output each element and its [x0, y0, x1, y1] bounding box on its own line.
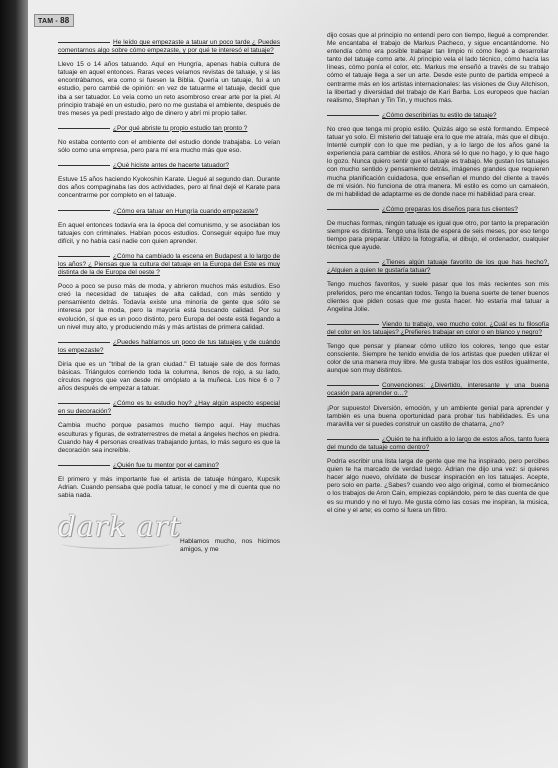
page-number-separator: -	[55, 18, 58, 25]
question-text: ¿Puedes hablarnos un poco de tus tatuajes y de cuándo los empezaste?	[58, 338, 280, 354]
question-text: He leído que empezaste a tatuar un poco tarde ¿ Puedes comentarnos algo sobre cómo empezaste, y por qué te interesó el tatuaje?	[58, 39, 280, 55]
dark-art-logo-text: dark art	[58, 510, 182, 544]
left-question-12	[58, 400, 280, 416]
left-question-0	[58, 39, 280, 55]
left-column-body	[58, 39, 280, 500]
right-column-body	[327, 32, 549, 515]
right-answer-6: Tengo muchos favoritos, y suele pasar que los más recientes son mis preferidos, pero me encantan todos. Tengo la buena suerte de tener buenos clientes que piden cosas que me gusta hacer. No estaría mal tatuar a Angelina Jolie.	[327, 281, 549, 313]
question-dash-rule	[58, 128, 110, 129]
left-answer-5: Estuve 15 años haciendo Kyokoshin Karate. Llegué al segundo dan. Durante dos años compaginaba las dos actividades, pero al final dejé el Karate para concentrarme por completo en el tatuaje.	[58, 176, 280, 200]
question-dash-rule	[327, 209, 379, 210]
question-text: Convenciones: ¿Divertido, interesante y una buena ocasión para aprender o…?	[327, 382, 549, 398]
page-number-tab	[34, 14, 74, 27]
right-answer-12: Podría escribir una lista larga de gente que me ha inspirado, pero percibes quien te ha marcado de verdad luego. Adrian me dijo una vez: si quieres hacer algo nuevo, olvídate de buscar inspiración en los tatuajes. Acepte, pero solo en parte. ¿Sabes? cuando veo algo original, como el biomecánico o los trabajos de Aron Cain, empiezas copiándolo, pero te das cuenta de que es su mundo y no el tuyo. Me gusta cómo las cosas me inspiran, la música, el cine y el arte; es como si fuera un filtro.	[327, 458, 549, 514]
left-question-8	[58, 253, 280, 277]
left-question-4	[58, 162, 280, 170]
right-answer-2: No creo que tenga mi propio estilo. Quizás algo se esté formando. Empecé tatuar yo solo. El misterio del tatuaje era lo que me atraía, más que el dibujo. Intenté cumplir con lo que me pedían, y a lo largo de los años gané la experiencia para cambiar de estilos. Ahora sé lo que no hago, y lo que hago lo gozo. Nunca quiero sentir que el tatuaje es trabajo. Me gustan los tatuajes con mucho sentido y pensamiento detrás, imágenes grandes que requieren mucha planificación cuidadosa, que enseñan el mundo del cliente a través de mi visión. No funciona de otra manera. Mi estilo es como un camaleón, de mi habilidad de adaptarme es de donde nace mi habilidad para crear.	[327, 125, 549, 198]
right-question-5	[327, 259, 549, 275]
question-dash-rule	[327, 115, 379, 116]
question-dash-rule	[327, 385, 379, 386]
magazine-spine	[0, 0, 28, 768]
question-dash-rule	[58, 465, 110, 466]
question-dash-rule	[58, 403, 110, 404]
question-text: ¿Quién te ha influido a lo largo de estos años, tanto fuera del mundo de tatuaje como dentro?	[327, 435, 549, 451]
question-dash-rule	[58, 342, 110, 343]
question-dash-rule	[58, 210, 110, 211]
question-text: ¿Cómo es tu estudio hoy? ¿Hay algún aspecto especial en su decoración?	[58, 400, 280, 416]
right-question-7	[327, 321, 549, 337]
right-text-column	[327, 32, 549, 758]
question-text: Viendo tu trabajo, veo mucho color. ¿Cuál es tu filosofía del color en los tatuajes? ¿Prefieres trabajar en color o en blanco y negro?	[327, 320, 549, 336]
left-question-2	[58, 125, 280, 133]
right-answer-10: ¡Por supuesto! Diversión, emoción, y un ambiente genial para aprender y también es una buena oportunidad para probar tus habilidades. Es una maravilla ver si puedes construir un castillo de chatarra, ¿no?	[327, 404, 549, 428]
question-text: ¿Cómo preparas los diseños para tus clientes?	[382, 205, 518, 213]
question-dash-rule	[58, 42, 110, 43]
question-dash-rule	[58, 256, 110, 257]
question-text: ¿Qué hiciste antes de hacerte tatuador?	[113, 162, 229, 170]
magazine-name: TAM	[38, 18, 54, 25]
question-text: ¿Quién fue tu mentor por el camino?	[113, 461, 219, 469]
left-question-10	[58, 339, 280, 355]
question-text: ¿Cómo ha cambiado la escena en Budapest a lo largo de los años? ¿ Piensas que la cultura del tatuaje en la Europa del Este es muy distinta de la de Europa del oeste ?	[58, 252, 280, 277]
left-answer-15: El primero y más importante fue el artista de tatuaje húngaro, Kupcsik Adrian. Cuando pensaba que podía tatuar, le conocí y me di cuenta que no sabía nada.	[58, 475, 280, 500]
left-answer-3: No estaba contento con el ambiente del estudio donde trabajaba. Lo veían sólo como una empresa, pero para mí era mucho más que eso.	[58, 138, 280, 155]
left-question-14	[58, 462, 280, 470]
right-answer-8: Tengo que pensar y planear cómo utilizo los colores, tengo que estar consciente. Siempre he tenido envidia de los artistas que pueden utilizar el color de una manera muy libre. Me gusta trabajar los dos estilos igualmente, aunque son muy distintos.	[327, 343, 549, 375]
left-text-column	[58, 32, 280, 758]
question-dash-rule	[327, 439, 379, 440]
left-column-footer	[58, 504, 280, 554]
right-question-9	[327, 382, 549, 398]
right-answer-4: De muchas formas, ningún tatuaje es igual que otro, por tanto la preparación siempre es distinta. Tengo una lista de espera de seis meses, por eso tengo tiempo para preparar. Utilizo la fotografía, el dibujo, el ordenador, cualquier técnica que ayude.	[327, 219, 549, 252]
right-question-3	[327, 206, 549, 214]
question-dash-rule	[327, 262, 379, 263]
question-dash-rule	[58, 165, 110, 166]
left-question-6	[58, 208, 280, 216]
question-text: ¿Cómo era tatuar en Hungría cuando empezaste?	[113, 207, 259, 215]
right-answer-0: dijo cosas que al principio no entendí pero con tiempo, llegué a comprender. Me encantaba el trabajo de Markus Pacheco, y sigue encantándome. No entendía cómo era posible trabajar tan limpio ni cómo llegó a desarrollar tanto del tatuaje como arte. Al principio vela el lado técnico, cómo hacía las líneas, cómo ponía el color, etc. Markus me enseñó a través de su trabajo cómo el tatuaje llega a ser un arte. Desde este punto de partida empecé a centrarme más en los artistas internacionales: las visiones de Guy Aitchison, la libertad y diversidad del trabajo de Kari Barba. Los europeos que hacían realismo, Stephan y Tin Tin, y muchos más.	[327, 32, 549, 104]
question-text: ¿Cómo describirías tu estilo de tatuaje?	[382, 111, 497, 119]
left-answer-1: Llevo 15 o 14 años tatuando. Aquí en Hungría, apenas había cultura de tatuaje en aquel entonces. Raras veces veíamos revistas de tatuaje, y si las encontrábamos, era como si fuesen la Biblia. Quería un tatuaje, fui a un estudio, pero cambié de opinión: en vez de tatuarme el tatuaje, decidí que iba a ser tatuador. Lo veía como un reto asombroso crear arte por la piel. Al principio trabajé en un estudio, pero no me gustaba el ambiente, después de tres meses ya pedí prestado algo de dinero y abrí mi propio taller.	[58, 61, 280, 117]
left-answer-9: Poco a poco se puso más de moda, y abrieron muchos más estudios. Eso creó la necesidad de tatuajes de alta calidad, con más sentido y pensamiento detrás. Todavía existe una minoría de gente que sólo se interesa por la moda, pero la mayoría está buscando calidad. Por su evolución, sí que es un poco distinto, pero Europa del oeste está llegando a un nivel muy alto, y produciendo más y más artistas de primera calidad.	[58, 283, 280, 331]
right-question-1	[327, 112, 549, 120]
question-dash-rule	[327, 324, 379, 325]
logo-swirl-decoration	[62, 538, 170, 549]
dark-art-logo	[58, 504, 182, 554]
left-answer-13: Cambia mucho porque pasamos mucho tiempo aquí. Hay muchas esculturas y figuras, de extraterrestres de metal a ángeles hechos en piedra. Cuando hay 4 personas creativas trabajando juntas, lo más seguro es que la decoración sea increíble.	[58, 422, 280, 454]
question-text: ¿Por qué abriste tu propio estudio tan pronto ?	[113, 124, 248, 132]
page-number: 88	[60, 16, 70, 25]
question-text: ¿Tienes algún tatuaje favorito de los que has hecho?, ¿Alguien a quien te gustaría tatuar?	[327, 259, 549, 275]
left-answer-7: En aquel entonces todavía era la época del comunismo, y se asociaban los tatuajes con criminales. Habían pocos estudios. Conseguir equipo fue muy difícil, y no había casi nadie con quien aprender.	[58, 221, 280, 245]
left-column-tail-text: Hablamos mucho, nos hicimos amigos, y me	[180, 538, 280, 554]
right-question-11	[327, 436, 549, 452]
left-answer-11: Diría que es un "tribal de la gran ciudad." El tatuaje sale de dos formas básicas. Triángulos corriendo toda la columna, llenos de rojo, a su lado, círculos negros que van desde mi omóplato a la muñeca. Los hice 6 o 7 años después de empezar a tatuar.	[58, 360, 280, 393]
